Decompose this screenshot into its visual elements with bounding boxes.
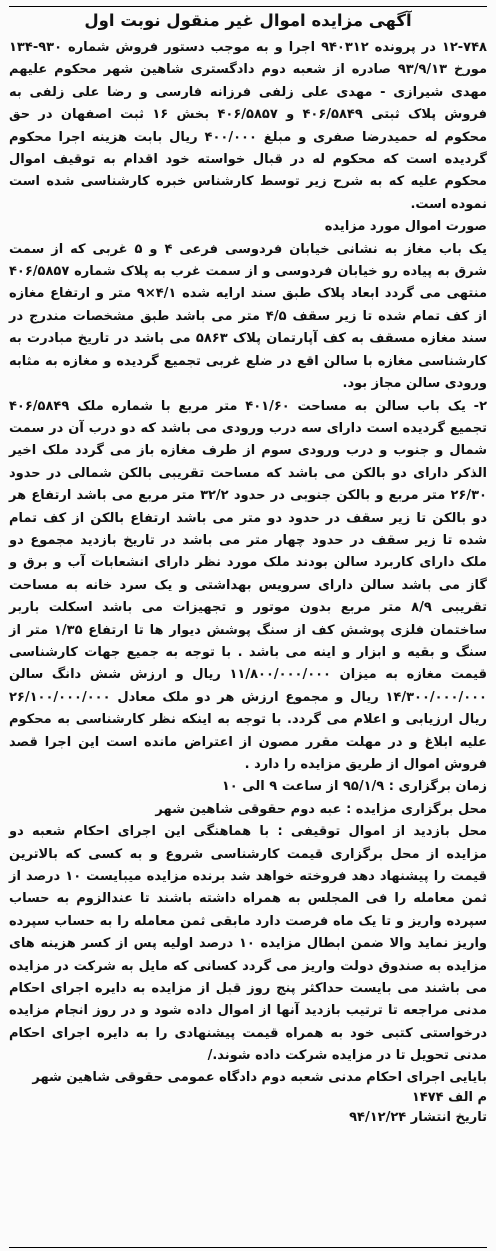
- auction-time: زمان برگزاری : ۹۵/۱/۹ از ساعت ۹ الی ۱۰: [221, 779, 487, 795]
- issuer-signature: بایایی اجرای احکام مدنی شعبه دوم دادگاه عمومی حقوقی شاهین شهر: [32, 1069, 487, 1085]
- shop-description-paragraph: یک باب مغاز به نشانی خیابان فردوسی فرعی ۴ و ۵ غربی که از سمت شرق به پیاده رو خیابان فردوسی و از سمت غرب به پلاک شماره ۴۰۶/۵۸۵۷ منتهی می گردد ابعاد پلاک طبق سند ارایه شده ۴/۱×۹ متر و ارتفاع مغازه از کف تمام شده تا زیر سقف ۴/۵ متر می باشد طبق مشخصات مندرج در سند مغازه مسقف به کف آپارتمان پلاک ۵۸۶۳ می باشد در تاریخ مبادرت به کارشناسی مغازه با سالن اقع در ضلع غربی تجمیع گردیده و مغازه به مثابه ورودی سالن مجاز بود.: [9, 241, 488, 392]
- publish-date: تاریخ انتشار ۹۴/۱۲/۲۴: [349, 1109, 487, 1125]
- bottom-rule: [9, 1247, 487, 1248]
- auction-location: محل برگزاری مزایده : عبه دوم حقوقی شاهین شهر: [155, 801, 487, 817]
- notice-intro-paragraph: ۱۲-۷۴۸ در پرونده ۹۴۰۳۱۲ اجرا و به موجب دستور فروش شماره ۹۳۰-۱۳۴ مورخ ۹۳/۹/۱۳ صادره از شعبه دوم دادگستری شاهین شهر محکوم علیهم مهدی شیرازی - مهدی علی زلفی فرزانه فارسی و رضا علی زلفی به فروش پلاک ثبتی ۴۰۶/۵۸۴۹ و ۴۰۶/۵۸۵۷ بخش ۱۶ ثبت اصفهان در حق محکوم له حمیدرضا صفری و مبلغ ۴۰۰/۰۰۰ ریال بابت هزینه اجرا محکوم گردیده است که محکوم له در قبال خواسته خود اقدام به توقیف اموال محکوم علیه که به شرح زیر توسط کارشناس خبره کارشناسی شده است نموده است.: [9, 40, 488, 212]
- reference-code: م الف ۱۴۷۴: [411, 1089, 487, 1105]
- notice-title: آگهی مزایده اموال غیر منقول نوبت اول: [84, 11, 412, 30]
- notice-footer: [9, 1068, 487, 1128]
- top-rule: [9, 6, 487, 7]
- hall-description-paragraph: ۲- یک باب سالن به مساحت ۴۰۱/۶۰ متر مربع با شماره ملک ۴۰۶/۵۸۴۹ تجمیع گردیده است دارای سه درب ورودی می باشد که دو درب آن در سمت شمال و جنوب و درب ورودی سوم از طرف مغازه باز می گردد ملک اخیر الذکر دارای دو بالکن می باشد که مساحت تقریبی بالکن شمالی در حدود ۲۶/۳۰ متر مربع و بالکن جنوبی در حدود ۳۲/۲ متر مربع می باشد ارتفاع هر دو بالکن تا زیر سقف در حدود دو متر می باشد ارتفاع بالکن از کف تمام شده تا زیر سقف در حدود چهار متر می باشد در تاریخ بازدید مجموع دو ملک دارای کاربرد سالن بودند ملک مورد نظر دارای انشعابات آب و برق و گاز می باشد سالن دارای سرویس بهداشتی و یک سرد خانه به مساحت تقریبی ۸/۹ متر مربع بدون موتور و تجهیزات می باشد اسکلت باربر ساختمان فلزی پوشش کف از سنگ پوشش دیوار ها تا ارتفاع ۱/۳۵ متر از سنگ و بقیه و ابزار و اینه می باشد . با توجه به جمیع جهات کارشناسی قیمت مغازه به میزان ۱۱/۸۰۰/۰۰۰/۰۰۰ ریال و ارزش شش دانگ سالن ۱۴/۳۰۰/۰۰۰/۰۰۰ ریال و مجموع ارزش هر دو ملک معادل ۲۶/۱۰۰/۰۰۰/۰۰۰ ریال ارزیابی و اعلام می گردد. با توجه به اینکه نظر کارشناسی به محکوم علیه ابلاغ و در مهلت مقرر مصون از اعتراض مانده است این اجرا قصد فروش اموال از طریق مزایده را دارد .: [9, 398, 487, 772]
- auction-terms-paragraph: محل بازدید از اموال توقیفی : با هماهنگی این اجرای احکام شعبه دو مزایده از محل برگزاری قیمت کارشناسی شروع و به کسی که بالاترین قیمت را پیشنهاد دهد فروخته خواهد شد برنده مزایده میبایست ۱۰ درصد از ثمن معامله را فی المجلس به همراه داشته باشند تا عندالزوم به حساب سپرده واریز و تا یک ماه فرصت دارد مابقی ثمن معامله را به حساب سپرده واریز نماید والا ضمن ابطال مزایده ۱۰ درصد اولیه پس از کسر هزینه های مزایده به صندوق دولت واریز می گردد کسانی که مایل به شرکت در مزایده می باشند می بایست حداکثر پنج روز قبل از مزایده به دایره اجرای احکام مدنی مراجعه تا ترتیب بازدید آنها از اموال داده شود و در روز انجام مزایده درخواستی کتبی خود به همراه قیمت پیشنهادی را به دایره اجرای احکام مدنی تحویل تا در مزایده شرکت داده شوند./: [9, 824, 488, 1064]
- notice-body: [9, 37, 487, 1068]
- assets-heading: صورت اموال مورد مزایده: [324, 219, 487, 235]
